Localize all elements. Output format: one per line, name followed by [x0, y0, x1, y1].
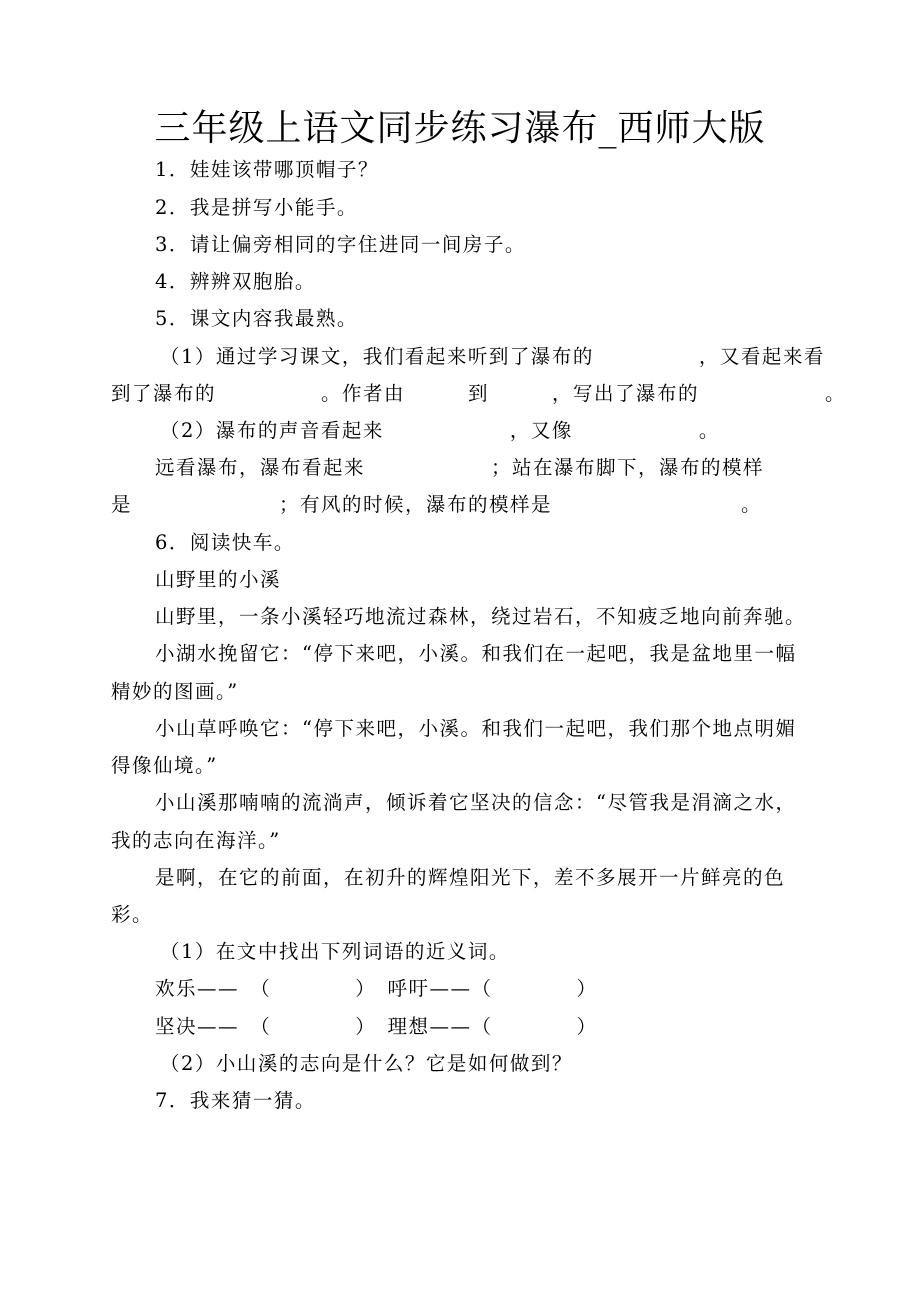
passage-para-4-line1: 小山溪那喃喃的流淌声，倾诉着它坚决的信念：“尽管我是涓滴之水，: [155, 791, 797, 814]
synonym-row-2: 坚决—— （ ） 理想——（ ）: [155, 1015, 598, 1038]
passage-title: 山野里的小溪: [155, 568, 282, 591]
passage-para-3-line1: 小山草呼唤它：“停下来吧，小溪。和我们一起吧，我们那个地点明媚: [155, 717, 797, 740]
question-7: 7．我来猜一猜。: [155, 1089, 316, 1112]
passage-para-4-line2: 我的志向在海洋。”: [111, 829, 281, 852]
passage-para-1: 山野里，一条小溪轻巧地流过森林，绕过岩石，不知疲乏地向前奔驰。: [155, 605, 807, 628]
passage-para-3-line2: 得像仙境。”: [111, 754, 218, 777]
page-title: 三年级上语文同步练习瀑布_西师大版: [154, 108, 766, 149]
q5-part2-line2: 远看瀑布，瀑布看起来 ；站在瀑布脚下，瀑布的模样: [155, 456, 765, 479]
q5-part2-line1: （2）瀑布的声音看起来 ，又像 。: [160, 419, 720, 442]
question-6: 6．阅读快车。: [155, 531, 295, 554]
passage-para-5-line2: 彩。: [111, 903, 154, 926]
passage-para-2-line1: 小湖水挽留它：“停下来吧，小溪。和我们在一起吧，我是盆地里一幅: [155, 642, 797, 665]
passage-para-2-line2: 精妙的图画。”: [111, 680, 239, 703]
q6-part2: （2）小山溪的志向是什么？它是如何做到？: [160, 1052, 573, 1075]
question-4: 4．辨辨双胞胎。: [155, 270, 316, 293]
question-1: 1．娃娃该带哪顶帽子？: [155, 158, 379, 181]
q5-part1-line2: 到了瀑布的 。作者由 到 ，写出了瀑布的 。: [111, 382, 847, 405]
q5-part1-line1: （1）通过学习课文，我们看起来听到了瀑布的 ，又看起来看: [160, 345, 825, 368]
q6-part1: （1）在文中找出下列词语的近义词。: [160, 940, 510, 963]
question-5: 5．课文内容我最熟。: [155, 307, 358, 330]
q5-part2-line3: 是 ；有风的时候，瀑布的模样是 。: [111, 493, 763, 516]
question-2: 2．我是拼写小能手。: [155, 196, 358, 219]
passage-para-5-line1: 是啊，在它的前面，在初升的辉煌阳光下，差不多展开一片鲜亮的色: [155, 866, 786, 889]
synonym-row-1: 欢乐—— （ ） 呼吁——（ ）: [155, 977, 598, 1000]
question-3: 3．请让偏旁相同的字住进同一间房子。: [155, 233, 526, 256]
